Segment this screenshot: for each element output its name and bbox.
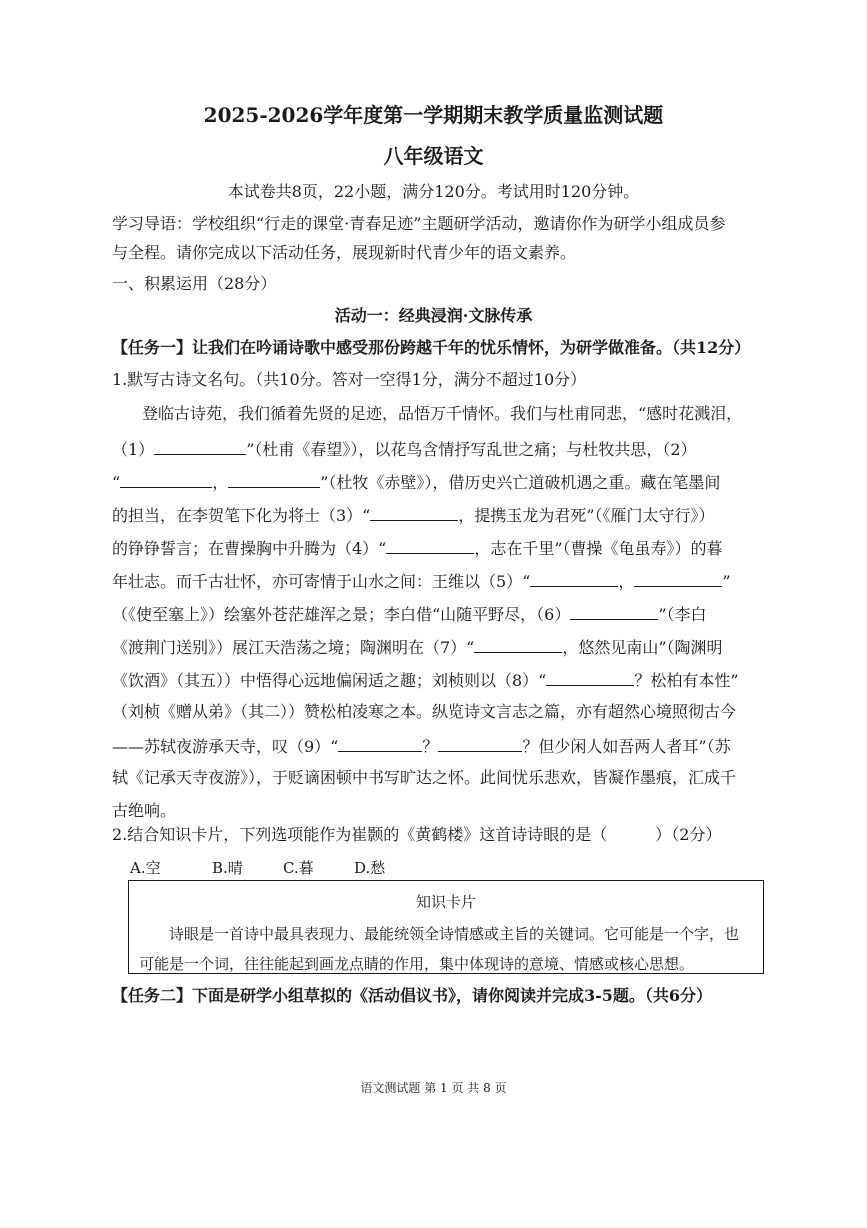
q1-text: ？ (422, 737, 439, 756)
q1-title: 1.默写古诗文名句。（共10分。答对一空得1分，满分不超过10分） (112, 370, 587, 389)
q1-text: ，提携玉龙为君死”（《雁门太守行》） (458, 506, 715, 525)
q1-para-line (112, 671, 739, 689)
answer-blank-2a[interactable] (120, 473, 212, 488)
q1-text: （《使至塞上》）绘塞外苍茫雄浑之景；李白借“山随平野尽，（6） (112, 605, 571, 624)
q1-text: ，悠然见南山”（陶渊明 (562, 638, 723, 657)
q1-para-line (112, 473, 720, 491)
blank-label: （1） (112, 440, 155, 459)
guide-line-2: 与全程。请你完成以下活动任务，展现新时代青少年的语文素养。 (112, 243, 577, 262)
answer-blank-7[interactable] (474, 638, 562, 653)
q1-text: ” (722, 572, 731, 591)
exam-title: 2025-2026学年度第一学期期末教学质量监测试题 (203, 103, 664, 127)
q1-para-line: 轼《记承天寺夜游》），于贬谪困顿中书写旷达之怀。此间忧乐悲欢，皆凝作墨痕，汇成千 (112, 768, 737, 787)
q1-text: ”（李白 (658, 605, 707, 624)
q1-para-line (112, 506, 715, 524)
q2-option-b[interactable]: B.晴 (212, 859, 243, 877)
q1-text: ， (618, 572, 635, 591)
exam-info: 本试卷共8页，22小题，满分120分。考试用时120分钟。 (227, 182, 640, 201)
section-heading: 一、积累运用（28分） (112, 274, 277, 293)
q1-text: ，志在千里”（曹操《龟虽寿》）的暮 (474, 539, 723, 558)
knowledge-card-line-1: 诗眼是一首诗中最具表现力、最能统领全诗情感或主旨的关键词。它可能是一个字，也 (169, 925, 740, 943)
q1-text: 的担当，在李贺笔下化为将士（3）“ (112, 506, 371, 525)
q1-text: 《饮酒》（其五））中悟得心远地偏闲适之趣；刘桢则以（8）“ (112, 671, 547, 690)
q2-option-d[interactable]: D.愁 (354, 859, 386, 877)
q1-text: “ (112, 473, 121, 492)
task1-heading: 【任务一】让我们在吟诵诗歌中感受那份跨越千年的忧乐情怀，为研学做准备。（共12分） (112, 338, 751, 357)
answer-blank-4[interactable] (386, 539, 474, 554)
q1-para-line (112, 638, 723, 656)
q1-text: ， (212, 473, 229, 492)
answer-blank-3[interactable] (370, 506, 458, 521)
q1-para-line (112, 440, 697, 458)
answer-blank-5b[interactable] (634, 572, 722, 587)
q1-para-line: （刘桢《赠从弟》（其二））赞松柏凌寒之本。纵览诗文言志之篇，亦有超然心境照彻古今 (112, 702, 737, 721)
q1-text: 《渡荆门送别》）展江天浩荡之境；陶渊明在（7）“ (112, 638, 475, 657)
q1-para-line (112, 605, 707, 623)
q1-text: ”（杜牧《赤壁》），借历史兴亡道破机遇之重。藏在笔墨间 (320, 473, 721, 492)
answer-blank-1[interactable] (154, 440, 246, 455)
answer-blank-5a[interactable] (530, 572, 618, 587)
q1-text: ？但少闲人如吾两人者耳”（苏 (522, 737, 731, 756)
knowledge-card-title: 知识卡片 (415, 893, 476, 911)
answer-blank-8[interactable] (546, 671, 634, 686)
q1-para-line (112, 572, 731, 590)
q1-para-line (112, 737, 731, 755)
q1-text: 年壮志。而千古壮怀，亦可寄情于山水之间：王维以（5）“ (112, 572, 531, 591)
q1-para-line (112, 539, 723, 557)
q1-para-line: 古绝响。 (112, 801, 177, 820)
exam-subtitle: 八年级语文 (383, 144, 484, 168)
answer-blank-6[interactable] (570, 605, 658, 620)
q2-option-c[interactable]: C.暮 (283, 859, 314, 877)
guide-line-1: 学习导语：学校组织“行走的课堂·青春足迹”主题研学活动，邀请你作为研学小组成员参 (112, 214, 726, 233)
q1-text: 的铮铮誓言；在曹操胸中升腾为（4）“ (112, 539, 387, 558)
answer-blank-9a[interactable] (338, 737, 422, 752)
q1-text: ——苏轼夜游承天寺，叹（9）“ (112, 737, 339, 756)
knowledge-card (128, 880, 764, 974)
answer-blank-2b[interactable] (228, 473, 320, 488)
task2-heading: 【任务二】下面是研学小组草拟的《活动倡议书》，请你阅读并完成3-5题。（共6分） (112, 986, 713, 1005)
activity-heading: 活动一：经典浸润·文脉传承 (334, 306, 533, 325)
page-footer: 语文测试题 第 1 页 共 8 页 (360, 1081, 507, 1095)
q1-text: ”（杜甫《春望》），以花鸟含情抒写乱世之痛；与杜牧共思，（2） (246, 440, 697, 459)
q1-para-line: 登临古诗苑，我们循着先贤的足迹，品悟万千情怀。我们与杜甫同悲，“感时花溅泪， (142, 404, 743, 423)
q2-title: 2.结合知识卡片，下列选项能作为崔颢的《黄鹤楼》这首诗诗眼的是（ ）（2分） (112, 825, 722, 844)
knowledge-card-line-2: 可能是一个词，往往能起到画龙点睛的作用，集中体现诗的意境、情感或核心思想。 (139, 955, 695, 973)
q2-option-a[interactable]: A.空 (130, 859, 161, 877)
q1-text: ？松柏有本性” (634, 671, 739, 690)
answer-blank-9b[interactable] (438, 737, 522, 752)
